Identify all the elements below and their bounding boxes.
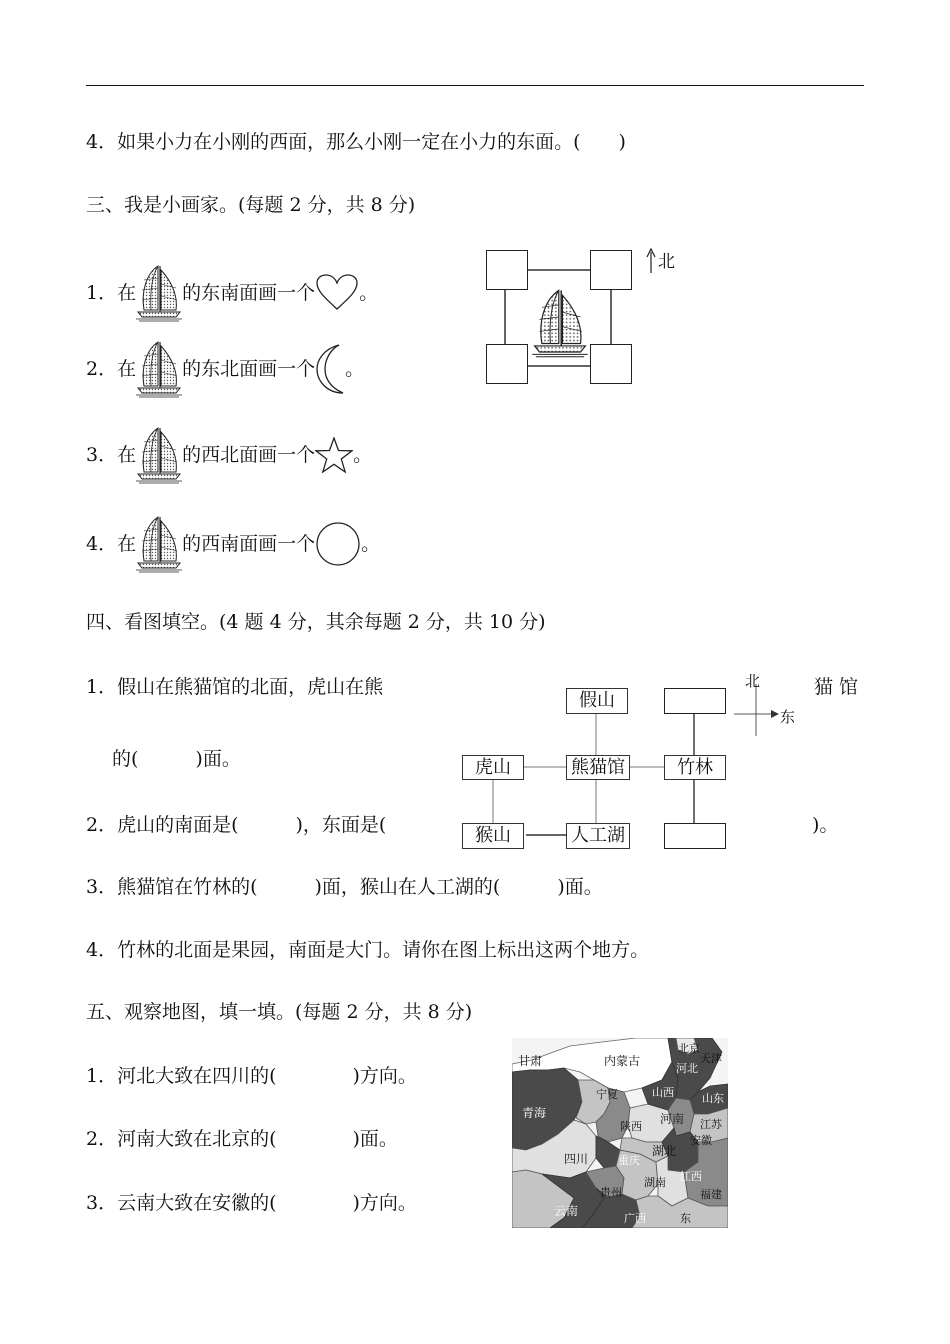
section-4-title: 四、看图填空。(4 题 4 分，其余每题 2 分，共 10 分) [86,611,546,633]
section-4-q4: 4．竹林的北面是果园，南面是大门。请你在图上标出这两个地方。 [86,939,650,961]
map-label-qinghai: 青海 [522,1106,547,1120]
sailboat-icon [136,426,182,484]
zoo-diagram [458,668,808,854]
section-3-item-2: 2．在 的东北面画一个 。 [86,340,364,398]
map-label-jiangxi: 江西 [680,1170,702,1183]
southeast-box [590,344,632,384]
sailboat-center-icon [532,288,588,358]
map-label-sichuan: 四川 [564,1152,589,1166]
map-label-jiangsu: 江苏 [700,1118,722,1131]
sailboat-icon [136,340,182,398]
map-label-gansu: 甘肃 [518,1054,543,1068]
map-label-beijing: 北京 [678,1042,700,1055]
crescent-icon [315,343,345,395]
map-label-hebei: 河北 [676,1062,698,1075]
northwest-box [486,250,528,290]
southwest-box [486,344,528,384]
section-4-q1-part2: 猫 馆 [814,676,859,698]
china-region-map [512,1038,728,1228]
map-label-hunan: 湖南 [644,1176,666,1189]
map-label-guangdong: 东 [680,1212,691,1225]
section-3-diagram [484,246,684,388]
east-label: 东 [780,708,796,726]
map-label-shanxi: 山西 [652,1086,674,1099]
map-label-shaanxi: 陕西 [620,1120,642,1133]
rengonghu-box: 人工湖 [566,823,630,849]
heart-icon [315,274,359,312]
map-label-chongqing: 重庆 [618,1154,640,1167]
section-5-title: 五、观察地图，填一填。(每题 2 分，共 8 分) [86,1001,473,1023]
section-4-q3: 3．熊猫馆在竹林的( )面，猴山在人工湖的( )面。 [86,876,603,898]
section-5-q2: 2．河南大致在北京的( )面。 [86,1128,398,1150]
section-5-q3: 3．云南大致在安徽的( )方向。 [86,1192,417,1214]
northeast-box [590,250,632,290]
map-label-guangxi: 广西 [624,1212,646,1225]
sailboat-icon [136,264,182,322]
map-label-shandong: 山东 [702,1092,724,1105]
section-3-item-4: 4．在 的西南面画一个 。 [86,515,380,573]
section-4-q1-part3: 的( )面。 [112,748,241,770]
circle-icon [315,521,361,567]
blank-box-southeast [664,823,726,849]
map-label-neimenggu: 内蒙古 [604,1054,641,1068]
section-3-title: 三、我是小画家。(每题 2 分，共 8 分) [86,194,416,216]
top-rule [86,85,864,86]
hushan-box: 虎山 [462,755,524,780]
zhulin-box: 竹林 [664,755,726,780]
star-icon [315,437,353,473]
map-label-yunnan: 云南 [554,1204,579,1218]
xiongmaoguan-box: 熊猫馆 [566,755,630,780]
section-4-q2-part2: )。 [812,814,839,836]
map-label-fujian: 福建 [700,1188,722,1201]
map-label-hubei: 湖北 [652,1144,677,1158]
section-4-q1-part1: 1．假山在熊猫馆的北面，虎山在熊 [86,676,384,698]
map-label-tianjin: 天津 [700,1052,722,1065]
north-label: 北 [658,252,675,272]
section-3-item-3: 3．在 的西北面画一个 。 [86,426,372,484]
north-label: 北 [745,672,761,690]
section-4-q2-part1: 2．虎山的南面是( )，东面是( [86,814,387,836]
judge-question-4: 4．如果小力在小刚的西面，那么小刚一定在小力的东面。( ) [86,131,626,153]
sailboat-icon [136,515,182,573]
section-3-item-1: 1．在 的东南面画一个 。 [86,264,378,322]
map-label-guizhou: 贵州 [600,1186,622,1199]
blank-box-northeast [664,688,726,714]
houshan-box: 猴山 [462,823,524,849]
section-5-q1: 1．河北大致在四川的( )方向。 [86,1065,417,1087]
jiashan-box: 假山 [566,688,628,714]
map-label-henan: 河南 [660,1112,685,1126]
map-label-ningxia: 宁夏 [596,1088,618,1101]
map-label-anhui: 安徽 [690,1134,712,1147]
